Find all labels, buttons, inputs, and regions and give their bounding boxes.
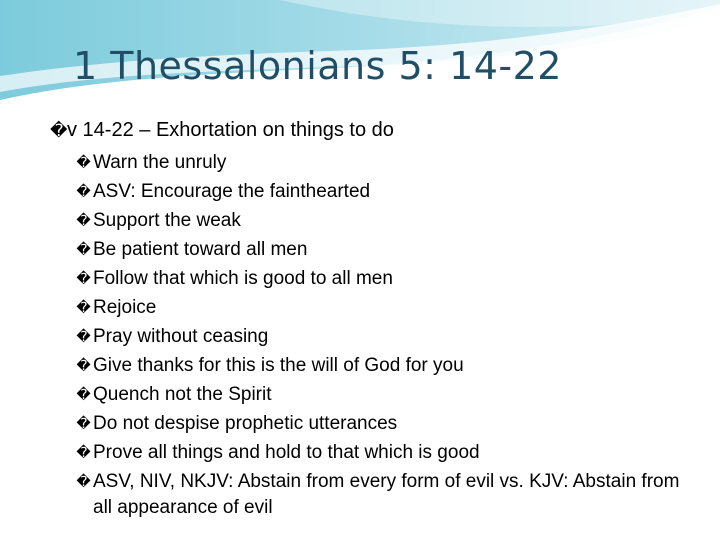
bullet-glyph-icon: � xyxy=(76,445,91,461)
sub-bullet-list xyxy=(76,148,696,523)
bullet-glyph-icon: � xyxy=(76,184,91,200)
list-item-text: ASV, NIV, NKJV: Abstain from every form of evil vs. KJV: Abstain from all appearance of evil xyxy=(93,471,680,518)
list-item xyxy=(76,438,696,467)
list-item xyxy=(76,351,696,380)
bullet-glyph-icon: � xyxy=(76,213,91,229)
bullet-glyph-icon: � xyxy=(76,474,91,490)
bullet-glyph-icon: � xyxy=(76,242,91,258)
bullet-glyph-icon: � xyxy=(50,121,68,141)
bullet-glyph-icon: � xyxy=(76,329,91,345)
list-item xyxy=(76,409,696,438)
list-item xyxy=(76,264,696,293)
list-item-text: Pray without ceasing xyxy=(93,326,269,347)
list-item xyxy=(76,235,696,264)
main-bullet-text: v 14-22 – Exhortation on things to do xyxy=(67,119,394,141)
list-item-text: Rejoice xyxy=(93,297,157,318)
list-item xyxy=(76,322,696,351)
list-item xyxy=(76,206,696,235)
list-item-text: Quench not the Spirit xyxy=(93,384,272,405)
list-item-text: Prove all things and hold to that which is good xyxy=(93,442,480,463)
bullet-glyph-icon: � xyxy=(76,416,91,432)
list-item-text: ASV: Encourage the fainthearted xyxy=(93,181,371,202)
list-item-text: Do not despise prophetic utterances xyxy=(93,413,398,434)
main-bullet-point xyxy=(50,118,394,143)
bullet-glyph-icon: � xyxy=(76,387,91,403)
bullet-glyph-icon: � xyxy=(76,271,91,287)
slide-title: 1 Thessalonians 5: 14-22 xyxy=(73,44,562,88)
list-item-text: Be patient toward all men xyxy=(93,239,308,260)
bullet-glyph-icon: � xyxy=(76,300,91,316)
list-item xyxy=(76,467,696,523)
list-item xyxy=(76,177,696,206)
list-item-text: Give thanks for this is the will of God for you xyxy=(93,355,464,376)
bullet-glyph-icon: � xyxy=(76,155,91,171)
list-item-text: Warn the unruly xyxy=(93,152,227,173)
list-item xyxy=(76,148,696,177)
list-item xyxy=(76,293,696,322)
list-item-text: Support the weak xyxy=(93,210,241,231)
list-item xyxy=(76,380,696,409)
list-item-text: Follow that which is good to all men xyxy=(93,268,393,289)
bullet-glyph-icon: � xyxy=(76,358,91,374)
